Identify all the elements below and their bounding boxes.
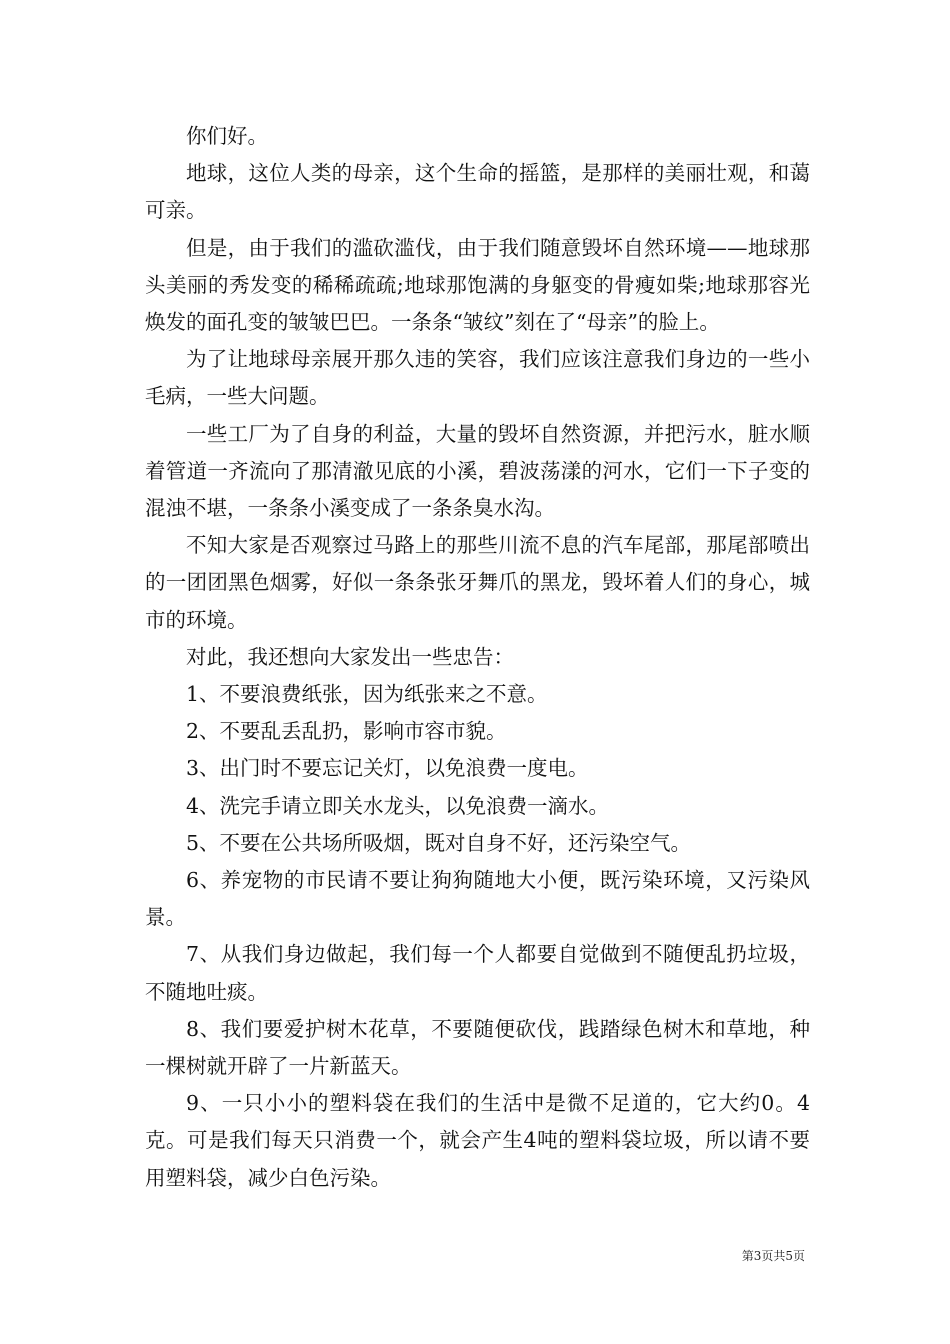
list-item-advice-1: 1、不要浪费纸张，因为纸张来之不意。 [186, 682, 548, 707]
list-item-advice-4: 4、洗完手请立即关水龙头，以免浪费一滴水。 [186, 793, 610, 818]
list-item-advice-2: 2、不要乱丢乱扔，影响市容市貌。 [186, 719, 507, 744]
paragraph-advice-intro: 对此，我还想向大家发出一些忠告： [186, 644, 514, 669]
list-item-advice-7: 7、从我们身边做起，我们每一个人都要自觉做到不随便乱扔垃圾，不随地吐痰。 [145, 942, 810, 1004]
paragraph-factories: 一些工厂为了自身的利益，大量的毁坏自然资源，并把污水，脏水顺着管道一齐流向了那清澈见底的小溪，碧波荡漾的河水，它们一下子变的混浊不堪，一条条小溪变成了一条条臭水沟。 [145, 421, 810, 521]
paragraph-earth-mother: 地球，这位人类的母亲，这个生命的摇篮，是那样的美丽壮观，和蔼可亲。 [145, 161, 810, 223]
paragraph-smile: 为了让地球母亲展开那久违的笑容，我们应该注意我们身边的一些小毛病，一些大问题。 [145, 347, 810, 409]
list-item-advice-3: 3、出门时不要忘记关灯，以免浪费一度电。 [186, 756, 589, 781]
list-item-advice-6: 6、养宠物的市民请不要让狗狗随地大小便，既污染环境，又污染风景。 [145, 868, 810, 930]
list-item-advice-8: 8、我们要爱护树木花草，不要随便砍伐，践踏绿色树木和草地，种一棵树就开辟了一片新蓝天。 [145, 1016, 810, 1079]
document-body [145, 118, 810, 1197]
list-item-advice-9: 9、一只小小的塑料袋在我们的生活中是微不足道的，它大约0。4克。可是我们每天只消费一个，就会产生4吨的塑料袋垃圾，所以请不要用塑料袋，减少白色污染。 [145, 1091, 810, 1190]
paragraph-greeting: 你们好。 [186, 124, 268, 148]
paragraph-car-exhaust: 不知大家是否观察过马路上的那些川流不息的汽车尾部，那尾部喷出的一团团黑色烟雾，好似一条条张牙舞爪的黑龙，毁坏着人们的身心，城市的环境。 [145, 533, 810, 632]
paragraph-damage: 但是，由于我们的滥砍滥伐，由于我们随意毁坏自然环境——地球那头美丽的秀发变的稀稀疏疏;地球那饱满的身躯变的骨瘦如柴;地球那容光焕发的面孔变的皱皱巴巴。一条条“皱纹”刻在了“母亲”的脸上。 [145, 235, 810, 335]
list-item-advice-5: 5、不要在公共场所吸烟，既对自身不好，还污染空气。 [186, 830, 692, 855]
page-number: 第3页共5页 [741, 1249, 805, 1263]
